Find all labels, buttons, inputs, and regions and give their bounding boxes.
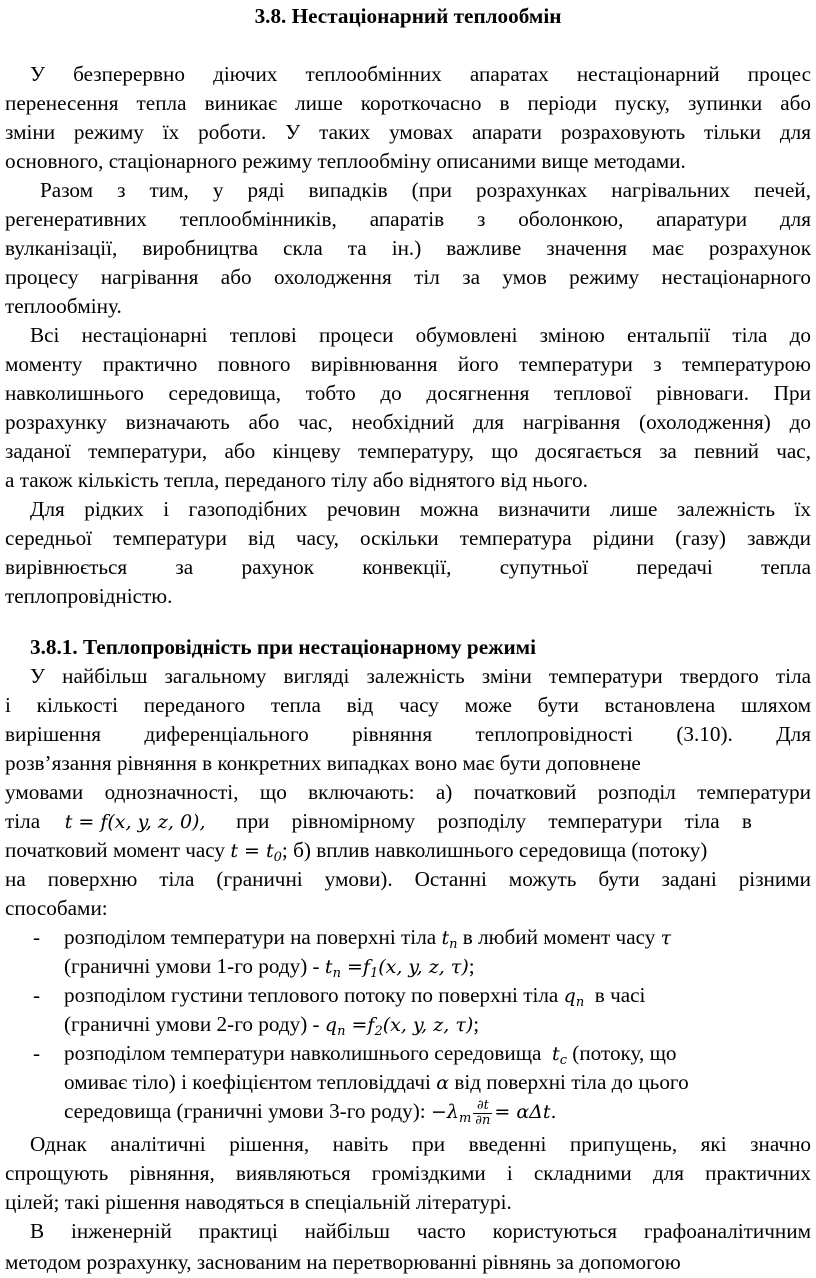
paragraph-line: навколишнього середовища, тобто до досягнення теплової рівноваги. При xyxy=(5,381,811,405)
paragraph-line: вулканізації, виробництва скла та ін.) важливе значення має розрахунок xyxy=(5,236,811,260)
paragraph-line: В інженерній практиці найбільш часто користуються графоаналітичним xyxy=(30,1219,811,1243)
subsection-title: 3.8.1. Теплопровідність при нестаціонарному режимі xyxy=(30,635,536,659)
medium-temp-symbol: $t_с$ xyxy=(552,1043,567,1068)
paragraph-line: У найбільш загальному вигляді залежність зміни температури твердого тіла xyxy=(30,664,811,688)
time-symbol: τ xyxy=(660,927,672,949)
paragraph-line: зміни режиму їх роботи. У таких умовах апарати розраховують тільки для xyxy=(5,120,811,144)
paragraph-line: моменту практично повного вирівнювання його температури з температурою xyxy=(5,352,811,376)
surface-temp-symbol: $t_п$ xyxy=(441,927,458,952)
paragraph-line: теплообміну. xyxy=(5,294,122,318)
boundary-condition-2-formula: $q_п =f_2(x$, y, z, τ) xyxy=(324,1014,474,1039)
paragraph-line: розв’язання рівняння в конкретних випадках воно має бути доповнене xyxy=(5,751,641,775)
section-title: 3.8. Нестаціонарний теплообмін xyxy=(254,4,562,28)
paragraph-line: вирішення диференціального рівняння теплопровідності (3.10). Для xyxy=(5,722,811,746)
paragraph-line: Для рідких і газоподібних речовин можна визначити лише залежність їх xyxy=(30,497,811,521)
text: при рівномірному розподілу температури тіла в xyxy=(236,809,752,833)
boundary-condition-1-formula: $t_п =f_1(x$, y, z, τ) xyxy=(324,956,469,981)
paragraph-line: умовами однозначності, що включають: а) початковий розподіл температури xyxy=(5,780,811,804)
paragraph-line: розрахунку визначають або час, необхідний для нагрівання (охолодження) до xyxy=(5,410,811,434)
paragraph-line-formula xyxy=(5,807,811,837)
paragraph-line: методом розрахунку, заснованим на перетворюванні рівнянь за допомогою xyxy=(5,1250,681,1274)
paragraph-line: заданої температури, або кінцеву температуру, що досягається за певний час, xyxy=(5,439,811,463)
list-item-line: (граничні умови 2-го роду) - $q_п =f_2(x$, y, z, τ); xyxy=(64,1012,480,1039)
paragraph-line: вирівнюється за рахунок конвекції, супутньої передачі тепла xyxy=(5,555,811,579)
paragraph-line: на поверхню тіла (граничні умови). Останні можуть бути задані різними xyxy=(5,867,811,891)
alpha-symbol: α xyxy=(436,1072,450,1094)
paragraph-line: У безперервно діючих теплообмінних апаратах нестаціонарний процес xyxy=(30,62,811,86)
paragraph-line: а також кількість тепла, переданого тілу або віднятого від нього. xyxy=(5,468,588,492)
paragraph-line: процесу нагрівання або охолодження тіл за умов режиму нестаціонарного xyxy=(5,265,811,289)
paragraph-line: і кількості переданого тепла від часу може бути встановлена шляхом xyxy=(5,693,811,717)
partial-derivative-fraction: $\frac{\partial t}{\partial n}$ xyxy=(475,1097,491,1128)
boundary-condition-3-formula: $-\lambda_т$ xyxy=(430,1101,472,1126)
text: ; б) вплив навколишнього середовища (потоку) xyxy=(281,838,708,862)
text: тіла xyxy=(5,809,41,833)
text: початковий момент часу xyxy=(5,838,226,862)
paragraph-line: регенеративних теплообмінників, апаратів з оболонкою, апаратури для xyxy=(5,207,811,231)
list-item-line: розподілом температури навколишнього середовища $t_с$ (потоку, що xyxy=(64,1041,677,1068)
paragraph-line: теплопровідністю. xyxy=(5,584,173,608)
list-bullet: - xyxy=(33,925,41,949)
paragraph-line: перенесення тепла виникає лише короткочасно в періоди пуску, зупинки або xyxy=(5,91,811,115)
paragraph-line: спрощують рівняння, виявляються громіздкими і складними для практичних xyxy=(5,1161,811,1185)
list-item-line: середовища (граничні умови 3-го роду): $-\lambda_т$ $\frac{\partial t}{\partial n}$ = αΔt. xyxy=(64,1097,557,1128)
paragraph-line-formula xyxy=(5,836,811,866)
list-item-line: (граничні умови 1-го роду) - $t_п =f_1(x$, y, z, τ); xyxy=(64,954,475,981)
heat-flux-symbol: $q_п$ xyxy=(563,985,585,1010)
paragraph-line: Разом з тим, у ряді випадків (при розрахунках нагрівальних печей, xyxy=(40,178,811,202)
paragraph-line: цілей; такі рішення наводяться в спеціальній літературі. xyxy=(5,1190,512,1214)
list-bullet: - xyxy=(33,1041,41,1065)
list-item-line: омиває тіло) і коефіцієнтом тепловіддачі α від поверхні тіла до цього xyxy=(64,1070,689,1094)
formula-initial-time: $t = t_0$ xyxy=(230,840,282,865)
list-bullet: - xyxy=(33,983,41,1007)
list-item-line: розподілом температури на поверхні тіла $t_п$ в любий момент часу τ xyxy=(64,925,672,952)
paragraph-line: Однак аналітичні рішення, навіть при введенні припущень, які значно xyxy=(30,1132,811,1156)
paragraph-line: середньої температури від часу, оскільки температура рідини (газу) завжди xyxy=(5,526,811,550)
list-item-line: розподілом густини теплового потоку по поверхні тіла $q_п$ в часі xyxy=(64,983,646,1010)
formula-initial-distribution: t = f(x, y, z, 0), xyxy=(64,811,206,833)
paragraph-line: основного, стаціонарного режиму теплообміну описаними вище методами. xyxy=(5,149,686,173)
paragraph-line: способами: xyxy=(5,896,108,920)
paragraph-line: Всі нестаціонарні теплові процеси обумовлені зміною ентальпії тіла до xyxy=(30,323,811,347)
